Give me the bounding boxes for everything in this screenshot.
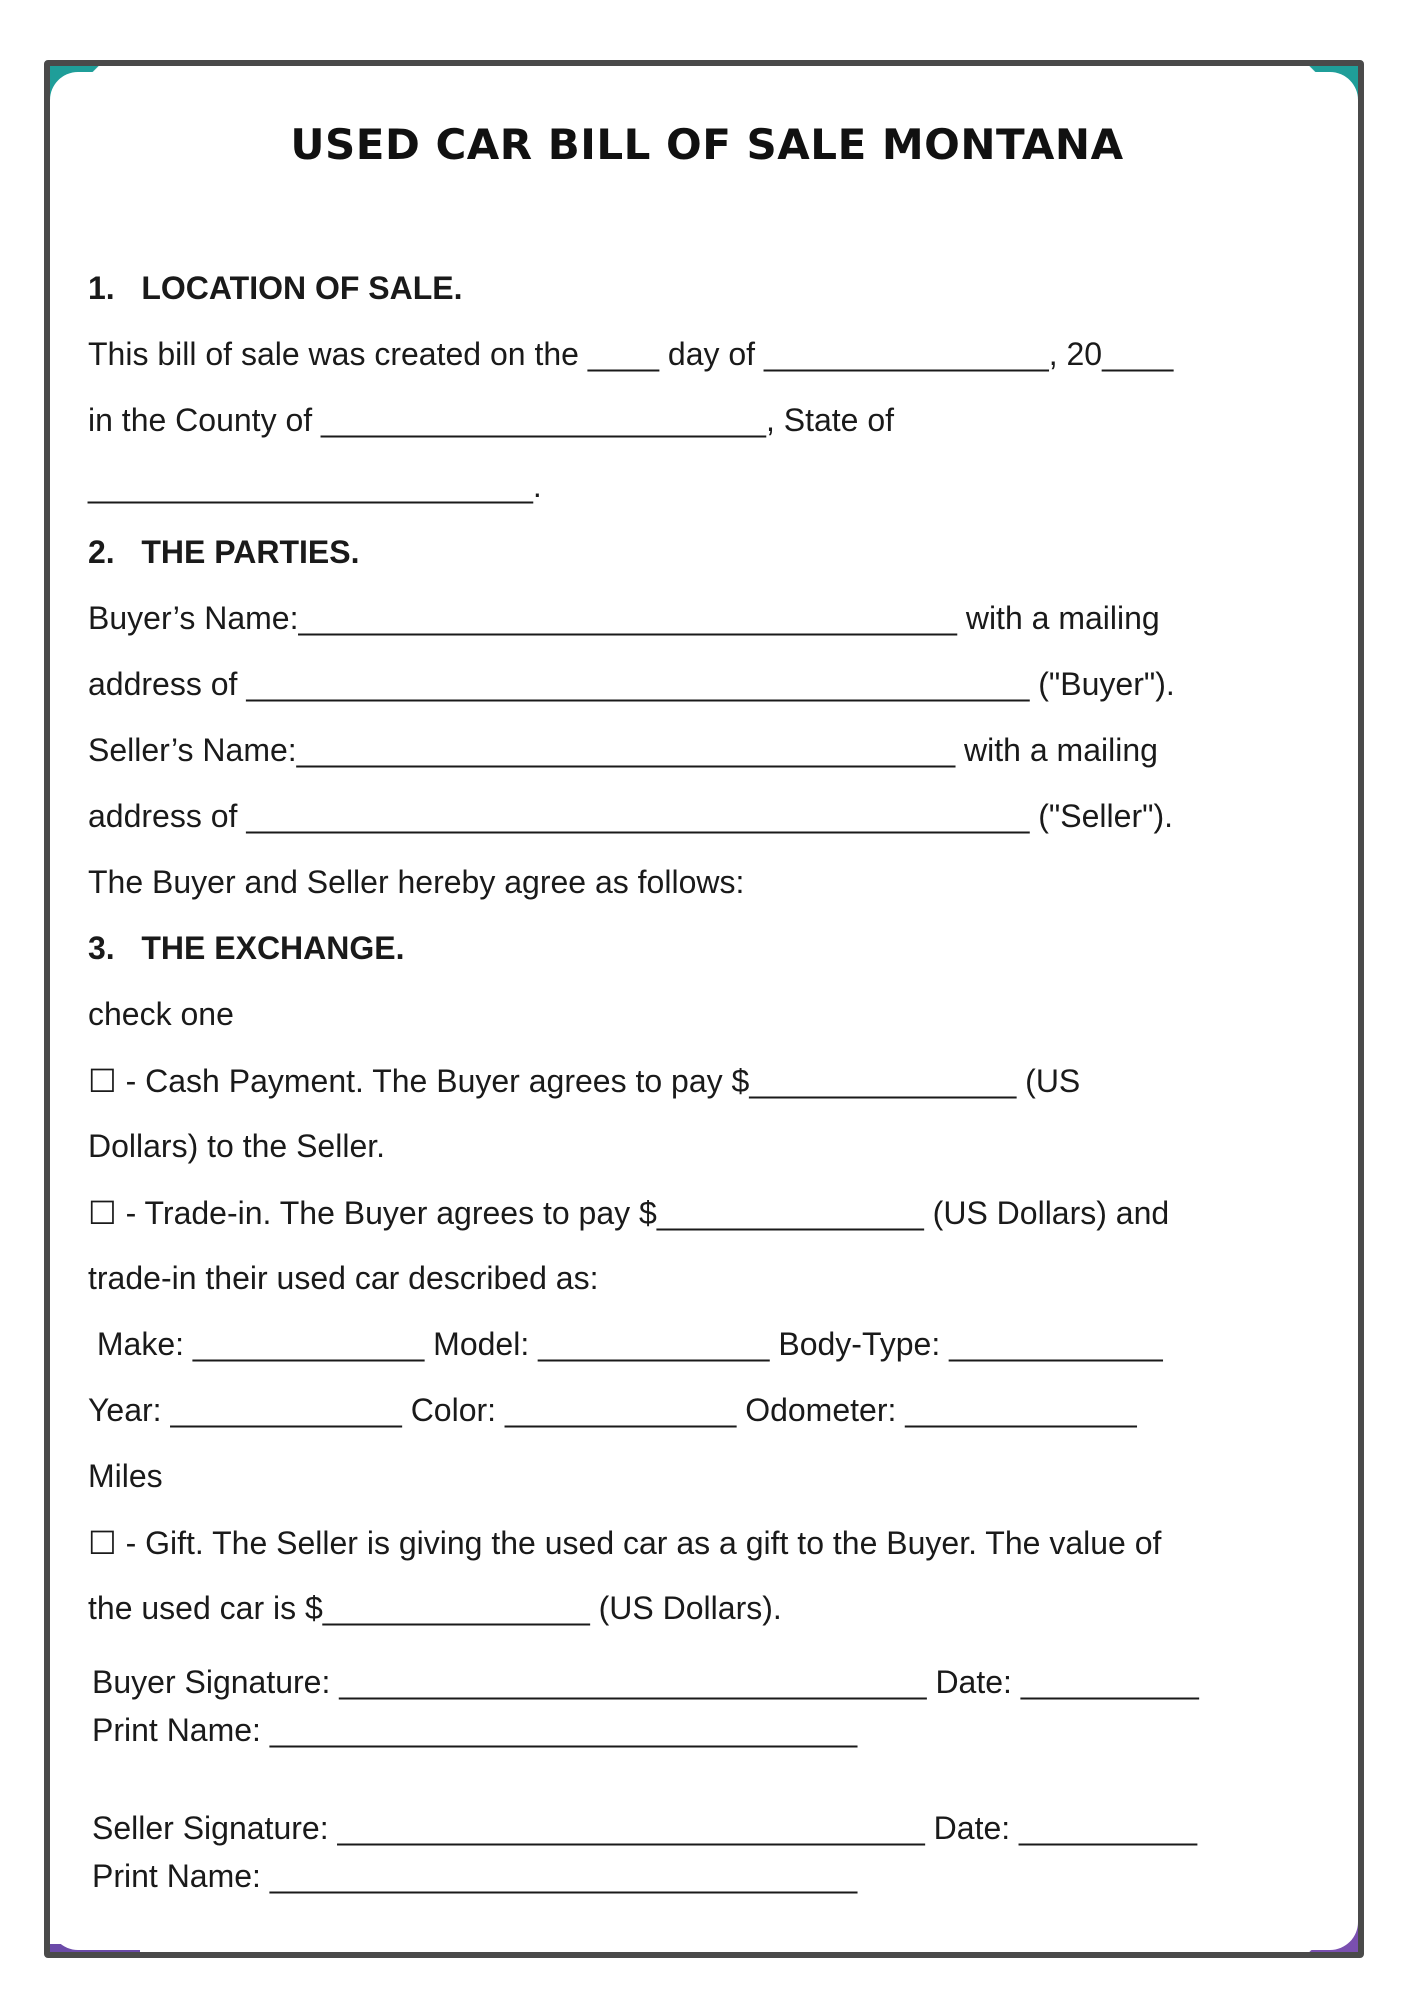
buyer-print-name-line: Print Name: _________________________________ xyxy=(92,1712,858,1748)
seller-address-line: address of ____________________________________________ ("Seller"). xyxy=(88,798,1173,834)
sale-date-line: This bill of sale was created on the ____ day of ________________, 20____ xyxy=(88,336,1174,372)
miles-label: Miles xyxy=(88,1458,163,1494)
check-one-label: check one xyxy=(88,996,234,1032)
section-heading-location: 1. LOCATION OF SALE. xyxy=(88,270,463,306)
buyer-address-line: address of ____________________________________________ ("Buyer"). xyxy=(88,666,1175,702)
section-heading-exchange: 3. THE EXCHANGE. xyxy=(88,930,405,966)
county-state-line: in the County of _________________________, State of xyxy=(88,402,895,438)
vehicle-make-model-line: Make: _____________ Model: _____________ Body-Type: ____________ xyxy=(88,1326,1163,1362)
gift-value-line: the used car is $_______________ (US Dollars). xyxy=(88,1590,782,1626)
cash-payment-option[interactable]: ☐ - Cash Payment. The Buyer agrees to pay $_______________ (US xyxy=(88,1063,1081,1099)
seller-print-name-line: Print Name: _________________________________ xyxy=(92,1858,858,1894)
cash-payment-continued: Dollars) to the Seller. xyxy=(88,1128,386,1164)
buyer-signature-line: Buyer Signature: _________________________________ Date: __________ xyxy=(92,1664,1199,1700)
seller-signature-line: Seller Signature: _________________________________ Date: __________ xyxy=(92,1810,1197,1846)
section-heading-parties: 2. THE PARTIES. xyxy=(88,534,360,570)
gift-option[interactable]: ☐ - Gift. The Seller is giving the used car as a gift to the Buyer. The value of xyxy=(88,1525,1162,1561)
agreement-line: The Buyer and Seller hereby agree as follows: xyxy=(88,864,745,900)
vehicle-year-color-line: Year: _____________ Color: _____________ Odometer: _____________ xyxy=(88,1392,1137,1428)
document-title: USED CAR BILL OF SALE MONTANA xyxy=(290,120,1124,169)
state-blank-line: _________________________. xyxy=(88,468,542,504)
trade-in-option[interactable]: ☐ - Trade-in. The Buyer agrees to pay $_______________ (US Dollars) and xyxy=(88,1195,1170,1231)
trade-in-continued: trade-in their used car described as: xyxy=(88,1260,599,1296)
seller-name-line: Seller’s Name:_____________________________________ with a mailing xyxy=(88,732,1158,768)
buyer-name-line: Buyer’s Name:_____________________________________ with a mailing xyxy=(88,600,1160,636)
